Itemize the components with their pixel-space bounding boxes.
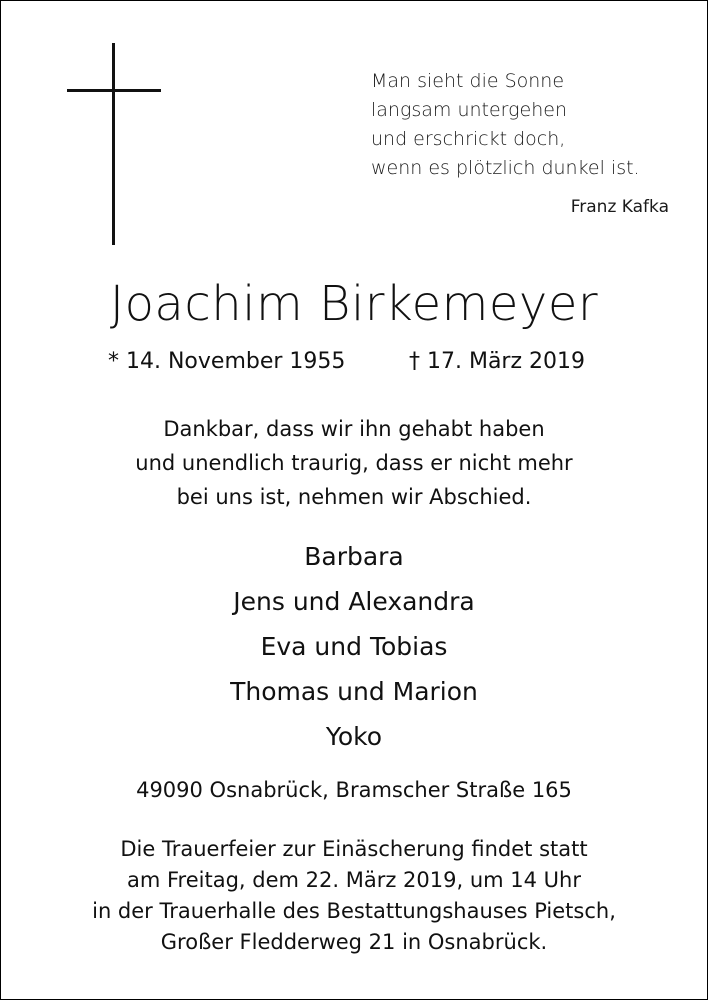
farewell-line: und unendlich traurig, dass er nicht mehr bbox=[135, 451, 573, 475]
cross-icon bbox=[67, 43, 161, 245]
mourners-list bbox=[1, 534, 707, 759]
birth-date: * 14. November 1955 bbox=[108, 349, 346, 374]
mourner-name: Barbara bbox=[304, 542, 404, 571]
quote-author: Franz Kafka bbox=[570, 197, 669, 217]
farewell-text bbox=[1, 412, 707, 514]
quote-line: wenn es plötzlich dunkel ist. bbox=[371, 157, 640, 179]
deceased-name: Joachim Birkemeyer bbox=[109, 276, 599, 332]
death-date: † 17. März 2019 bbox=[409, 349, 586, 374]
quote-line: und erschrickt doch, bbox=[371, 128, 566, 150]
farewell-line: Dankbar, dass wir ihn gehabt haben bbox=[163, 417, 545, 441]
quote bbox=[371, 67, 691, 183]
funeral-line: Die Trauerfeier zur Einäscherung findet statt bbox=[120, 837, 588, 861]
funeral-details bbox=[1, 834, 707, 958]
quote-line: langsam untergehen bbox=[371, 99, 568, 121]
cross-horizontal-bar bbox=[67, 89, 161, 92]
mourner-name: Thomas und Marion bbox=[230, 677, 478, 706]
mourner-name: Yoko bbox=[325, 722, 383, 751]
mourner-name: Eva und Tobias bbox=[260, 632, 448, 661]
family-address: 49090 Osnabrück, Bramscher Straße 165 bbox=[136, 778, 572, 802]
mourner-name: Jens und Alexandra bbox=[233, 587, 475, 616]
funeral-line: Großer Fledderweg 21 in Osnabrück. bbox=[160, 930, 548, 954]
quote-line: Man sieht die Sonne bbox=[371, 70, 565, 92]
funeral-line: am Freitag, dem 22. März 2019, um 14 Uhr bbox=[127, 868, 581, 892]
funeral-line: in der Trauerhalle des Bestattungshauses Pietsch, bbox=[92, 899, 616, 923]
cross-vertical-bar bbox=[112, 43, 115, 245]
farewell-line: bei uns ist, nehmen wir Abschied. bbox=[176, 485, 532, 509]
